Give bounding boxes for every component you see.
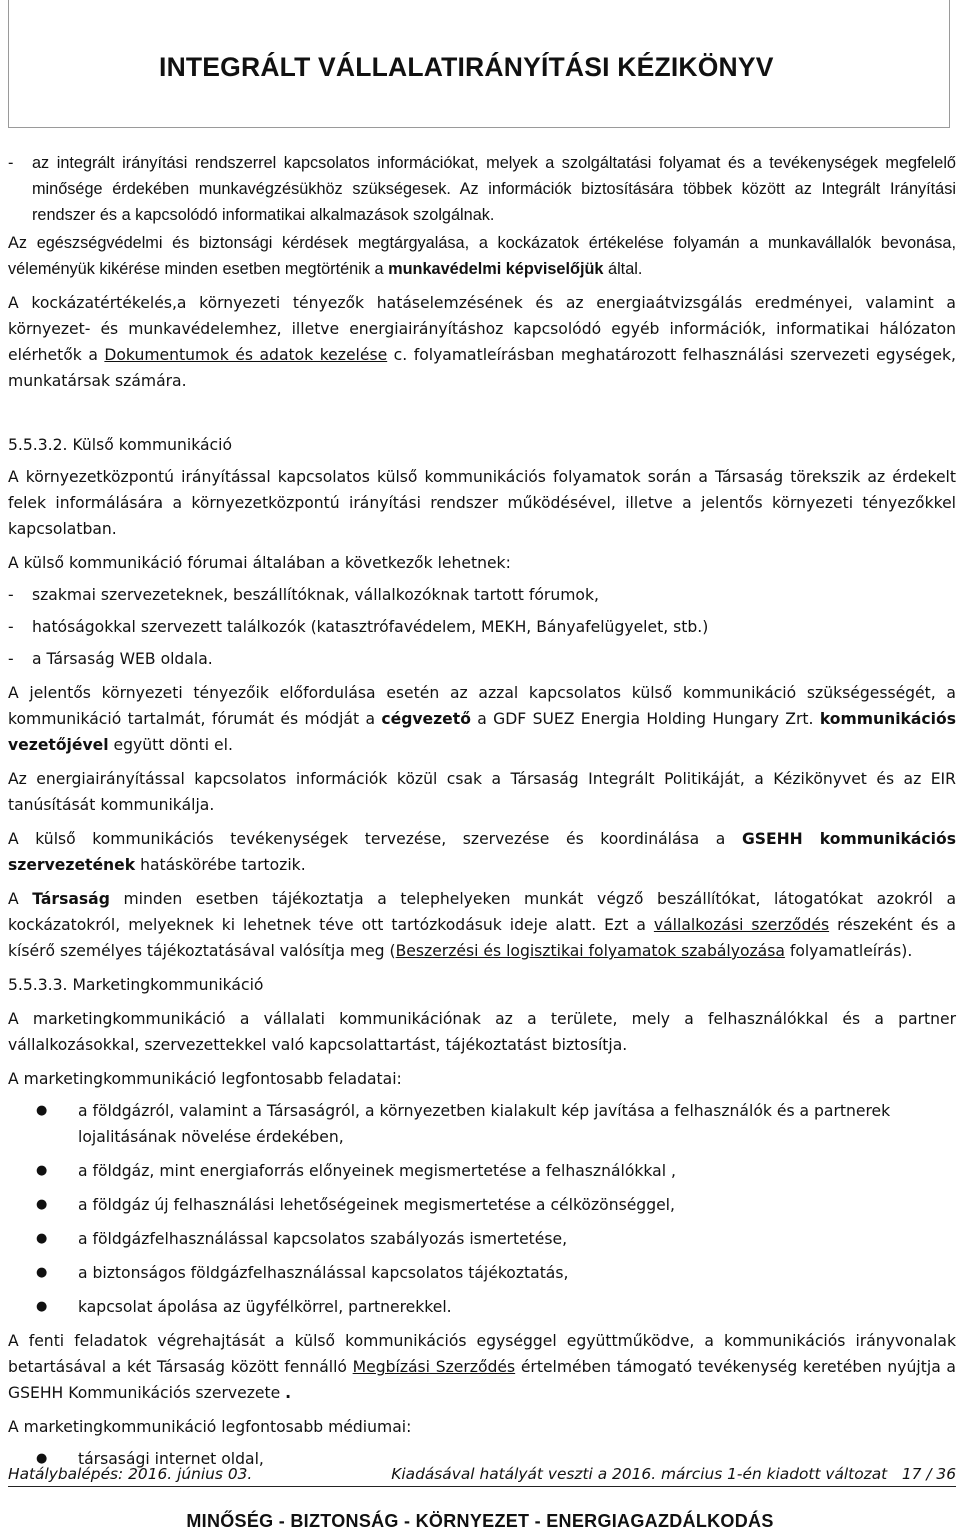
text: folyamatleírás). <box>784 942 913 960</box>
text: által. <box>603 260 643 278</box>
paragraph <box>8 290 956 394</box>
dash-list-item <box>8 150 956 228</box>
bold-text: GSEHH kommunikációs szervezetének <box>8 830 956 874</box>
page-content <box>8 150 956 1472</box>
bold-text: munkavédelmi képviselőjük <box>388 260 604 278</box>
list-item-text: kapcsolat ápolása az ügyfélkörrel, partnerekkel. <box>78 1298 452 1316</box>
text: A kockázatértékelés,a környezeti tényezők hatáselemzésének és az energiaátvizsgálás eredményei, valamint a környezet- és munkavédelemhez, illetve energiairányításhoz kapcsolódó egyéb információk, informatikai hálózaton elérhetők a <box>8 294 956 364</box>
bold-text: kommunikációs vezetőjével <box>8 710 957 754</box>
document-title: INTEGRÁLT VÁLLALATIRÁNYÍTÁSI KÉZIKÖNYV <box>159 52 774 82</box>
footer-banner: MINŐSÉG - BIZTONSÁG - KÖRNYEZET - ENERGIAGAZDÁLKODÁS <box>186 1511 774 1531</box>
dash-item-text: az integrált irányítási rendszerrel kapcsolatos információkat, melyek a szolgáltatási folyamat és a tevékenységek megfelelő minősége érdekében munkavégzésükhöz szükségesek. Az információk biztosítására többek között az Integrált Irányítási rendszer és a kapcsolódó informatikai alkalmazások szolgálnak. <box>32 154 956 224</box>
paragraph: A marketingkommunikáció legfontosabb médiumai: <box>8 1418 412 1436</box>
bullet-icon: ● <box>36 1163 48 1178</box>
list-item-text: a földgázfelhasználással kapcsolatos szabályozás ismertetése, <box>78 1230 568 1248</box>
paragraph <box>8 886 956 964</box>
page-footer <box>8 1464 956 1487</box>
text: A jelentős környezeti tényezőik előfordulása esetén az azzal kapcsolatos külső kommunikáció szükségességét, a kommunikáció tartalmát, fórumát és módját a <box>8 684 956 728</box>
text: együtt dönti el. <box>108 736 233 754</box>
document-link[interactable]: Megbízási Szerződés <box>352 1358 516 1376</box>
bold-text: . <box>285 1384 292 1402</box>
bullet-icon: ● <box>36 1103 48 1118</box>
task-list <box>8 1098 956 1320</box>
paragraph: A környezetközpontú irányítással kapcsolatos külső kommunikációs folyamatok során a Társaság törekszik az érdekelt felek informálására a környezetközpontú irányítási rendszer működésével, illetve a jelentős környezeti tényezőkkel kapcsolatban. <box>8 468 956 538</box>
list-item-text: a biztonságos földgázfelhasználással kapcsolatos tájékoztatás, <box>78 1264 569 1282</box>
list-item-text: szakmai szervezeteknek, beszállítóknak, vállalkozóknak tartott fórumok, <box>32 586 599 604</box>
bullet-list-item <box>8 1098 956 1150</box>
list-item-text: a földgáz új felhasználási lehetőségeinek megismertetése a célközönséggel, <box>78 1196 675 1214</box>
section-heading: 5.5.3.2. Külső kommunikáció <box>8 436 233 454</box>
dash-marker: - <box>8 618 14 636</box>
text: a GDF SUEZ Energia Holding Hungary Zrt. <box>470 710 820 728</box>
section-heading: 5.5.3.3. Marketingkommunikáció <box>8 976 264 994</box>
list-item-text: a földgázról, valamint a Társaságról, a környezetben kialakult kép javítása a felhasználók és a partnerek lojalitásának növelése érdekében, <box>78 1102 891 1146</box>
paragraph: A marketingkommunikáció legfontosabb feladatai: <box>8 1070 402 1088</box>
bullet-list-item <box>8 1158 956 1184</box>
bullet-icon: ● <box>36 1299 48 1314</box>
document-link[interactable]: Dokumentumok és adatok kezelése <box>104 346 388 364</box>
text: c. folyamatleírásban meghatározott felhasználási szervezeti egységek, munkatársak számára. <box>8 346 956 390</box>
paragraph: A külső kommunikáció fórumai általában a következők lehetnek: <box>8 554 511 572</box>
forum-list <box>8 582 956 672</box>
paragraph <box>8 1328 956 1406</box>
document-link[interactable]: vállalkozási szerződés <box>653 916 830 934</box>
dash-marker: - <box>8 586 14 604</box>
list-item-text: társasági internet oldal, <box>78 1450 264 1468</box>
list-item-text: a Társaság WEB oldala. <box>32 650 213 668</box>
bullet-icon: ● <box>36 1451 48 1466</box>
text: A fenti feladatok végrehajtását a külső kommunikációs egységgel együttműködve, a kommunikációs irányvonalak betartásával a két Társaság között fennálló <box>8 1332 956 1376</box>
bullet-list-item <box>8 1226 956 1252</box>
bold-text: cégvezető <box>381 710 471 728</box>
dash-marker: - <box>8 154 14 172</box>
header-box <box>8 0 950 128</box>
bullet-list-item <box>8 1192 956 1218</box>
bullet-icon: ● <box>36 1197 48 1212</box>
text: minden esetben tájékoztatja a telephelyeken munkát végző beszállítókat, látogatókat azokról a kockázatokról, melyeknek ki lehetnek téve ott tartózkodásuk ideje alatt. Ezt a <box>8 890 957 934</box>
text: részeként és a kísérő személyes tájékoztatásával valósítja meg ( <box>8 916 956 960</box>
list-item <box>8 582 956 608</box>
list-item-text: hatóságokkal szervezett találkozók (katasztrófavédelem, MEKH, Bányafelügyelet, stb.) <box>32 618 709 636</box>
list-item <box>8 614 956 640</box>
bold-text: Társaság <box>32 890 110 908</box>
text: értelmében támogató tevékenység keretében nyújtja a GSEHH Kommunikációs szervezete <box>8 1358 956 1402</box>
paragraph <box>8 826 956 878</box>
text: A <box>8 890 33 908</box>
list-item <box>8 646 956 672</box>
effective-date: Hatálybalépés: 2016. június 03. <box>8 1465 253 1483</box>
version-and-page-number: Kiadásával hatályát veszti a 2016. március 1-én kiadott változat 17 / 36 <box>391 1465 956 1483</box>
text: Az egészségvédelmi és biztonsági kérdések megtárgyalása, a kockázatok értékelése folyamán a munkavállalók bevonása, véleményük kikérése minden esetben megtörténik a <box>8 234 956 278</box>
bullet-icon: ● <box>36 1231 48 1246</box>
paragraph: Az energiairányítással kapcsolatos információk közül csak a Társaság Integrált Politikáját, a Kézikönyvet és az EIR tanúsítását kommunikálja. <box>8 770 956 814</box>
bullet-icon: ● <box>36 1265 48 1280</box>
paragraph <box>8 680 956 758</box>
paragraph <box>8 230 956 282</box>
text: hatáskörébe tartozik. <box>135 856 306 874</box>
bullet-list-item <box>8 1294 956 1320</box>
text: A külső kommunikációs tevékenységek tervezése, szervezése és koordinálása a <box>8 830 742 848</box>
dash-marker: - <box>8 650 14 668</box>
bullet-list-item <box>8 1260 956 1286</box>
document-link[interactable]: Beszerzési és logisztikai folyamatok szabályozása <box>395 942 785 960</box>
list-item-text: a földgáz, mint energiaforrás előnyeinek megismertetése a felhasználókkal , <box>78 1162 676 1180</box>
paragraph: A marketingkommunikáció a vállalati kommunikációnak az a területe, mely a felhasználókkal és a partner vállalkozásokkal, szervezettekkel való kapcsolattartást, tájékoztatást biztosítja. <box>8 1010 956 1054</box>
